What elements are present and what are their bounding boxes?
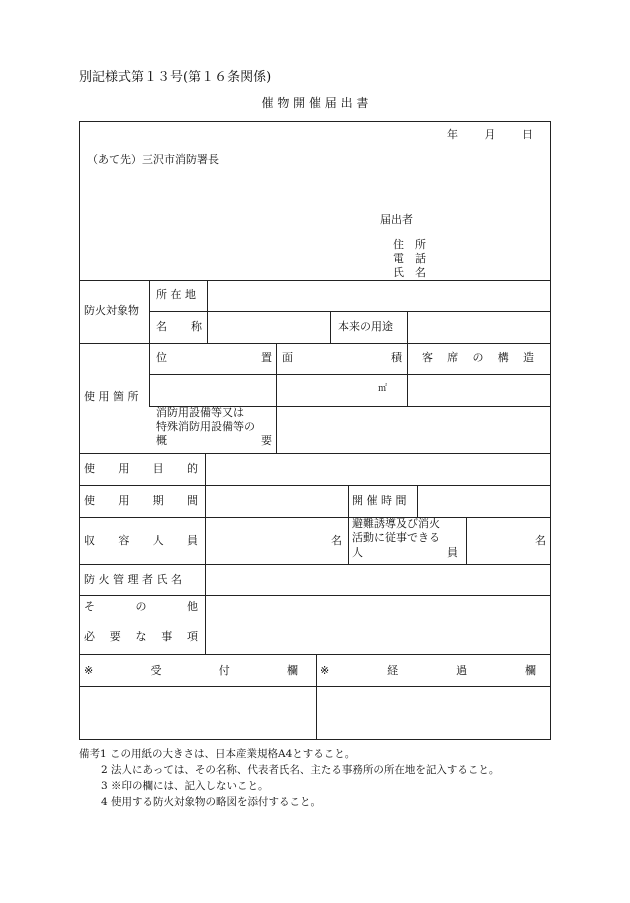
equipment-line-2: 特殊消防用設備等の bbox=[156, 420, 255, 433]
month-label: 月 bbox=[484, 128, 496, 141]
capacity-unit: 名 bbox=[331, 534, 342, 547]
equipment-line-1: 消防用設備等又は bbox=[156, 406, 244, 419]
evac-line-3: 人 員 bbox=[352, 546, 458, 559]
seat-structure-label: 客 席 の 構 造 bbox=[422, 351, 534, 364]
remark-4: 4 使用する防火対象物の略図を添付すること。 bbox=[101, 796, 322, 808]
capacity-label: 収 容 人 員 bbox=[84, 534, 198, 547]
area-unit: ㎡ bbox=[378, 384, 388, 394]
fire-manager-label: 防 火 管 理 者 氏 名 bbox=[84, 573, 182, 586]
day-label: 日 bbox=[522, 128, 533, 141]
form-number-label: 別記様式第１３号(第１６条関係) bbox=[79, 70, 272, 85]
progress-column-label: ※ 経 過 欄 bbox=[320, 664, 536, 677]
target-label: 防火対象物 bbox=[84, 304, 139, 317]
location-label: 所 在 地 bbox=[156, 288, 196, 301]
addressee: （あて先）三沢市消防署長 bbox=[87, 153, 219, 166]
document-title: 催 物 開 催 届 出 書 bbox=[261, 96, 369, 110]
applicant-address-label: 住 所 bbox=[393, 238, 426, 251]
remarks bbox=[79, 746, 499, 810]
form-table bbox=[79, 121, 551, 740]
equipment-line-3: 概 要 bbox=[156, 434, 272, 447]
other-label: そ の 他 bbox=[84, 600, 198, 613]
remark-3: 3 ※印の欄には、記入しないこと。 bbox=[101, 780, 269, 792]
period-label: 使 用 期 間 bbox=[84, 494, 198, 507]
year-label: 年 bbox=[447, 128, 458, 141]
usage-area-label: 使 用 箇 所 bbox=[84, 390, 139, 403]
applicant-label: 届出者 bbox=[380, 213, 413, 226]
hours-label: 開 催 時 間 bbox=[352, 494, 407, 507]
evac-line-1: 避難誘導及び消火 bbox=[352, 517, 440, 530]
evac-unit: 名 bbox=[535, 534, 546, 547]
remark-1: 備考1 この用紙の大きさは、日本産業規格A4とすること。 bbox=[79, 748, 356, 760]
date-field bbox=[447, 128, 533, 141]
area-label: 面 積 bbox=[282, 351, 402, 364]
needed-matters-label: 必 要 な 事 項 bbox=[84, 630, 198, 643]
reception-column-label: ※ 受 付 欄 bbox=[84, 664, 298, 677]
name-label: 名 称 bbox=[156, 320, 202, 333]
applicant-name-label: 氏 名 bbox=[393, 266, 426, 279]
original-usage-label: 本来の用途 bbox=[338, 320, 393, 333]
position-label: 位 置 bbox=[156, 351, 272, 364]
remark-2: 2 法人にあっては、その名称、代表者氏名、主たる事務所の所在地を記入すること。 bbox=[101, 764, 500, 776]
purpose-label: 使 用 目 的 bbox=[84, 462, 198, 475]
evac-line-2: 活動に従事できる bbox=[352, 531, 440, 544]
applicant-phone-label: 電 話 bbox=[393, 252, 426, 265]
